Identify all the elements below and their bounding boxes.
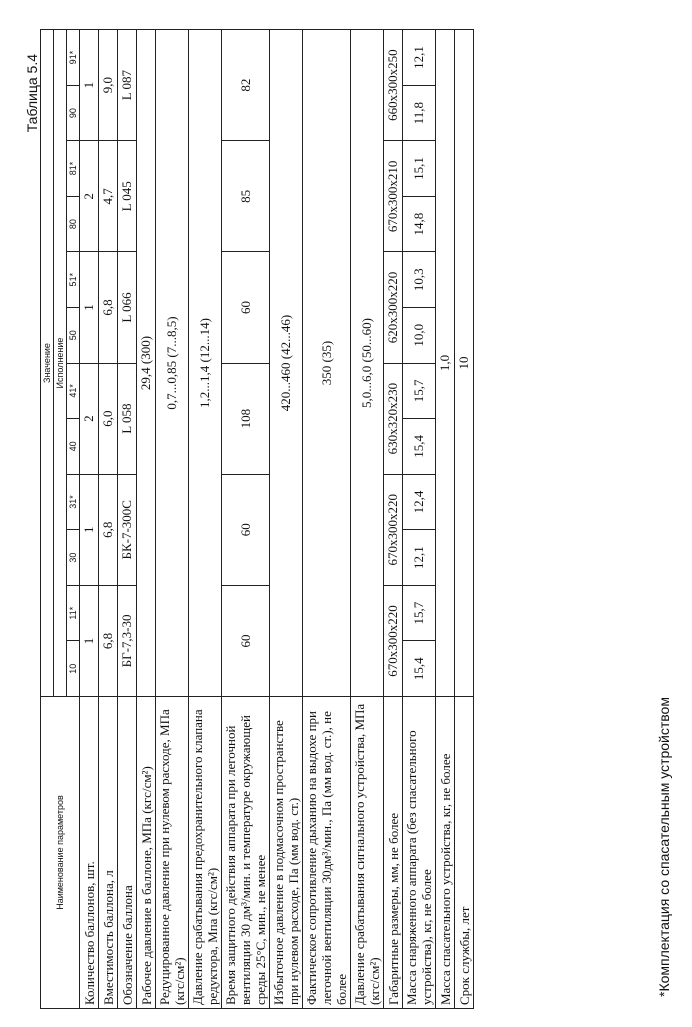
version-cell: 40: [67, 419, 80, 475]
value-cell: 1,2...1,4 (12...14): [189, 30, 222, 697]
row-excess-pressure: [270, 30, 303, 1009]
row-safety-valve: [189, 30, 222, 1009]
row-label: Фактическое сопротивление дыханию на выдохе при легочной вентиляции 30дм³/мин., Па (мм вод. ст.), не более: [303, 697, 351, 1009]
row-label: Масса спасательного устройства, кг, не более: [436, 697, 455, 1009]
row-capacity: [99, 30, 118, 1009]
value-cell: 10: [455, 30, 474, 697]
value-cell: 9,0: [99, 30, 118, 141]
version-cell: 31*: [67, 474, 80, 530]
row-label: Вместимость баллона, л: [99, 697, 118, 1009]
value-cell: 6,8: [99, 585, 118, 696]
version-cell: 50: [67, 307, 80, 363]
footnote: *Комплектация со спасательным устройством: [656, 697, 672, 997]
row-label: Редуцированное давление при нулевом расходе, МПа (кгс/см²): [156, 697, 189, 1009]
value-cell: 420...460 (42...46): [270, 30, 303, 697]
version-cell: 80: [67, 196, 80, 252]
header-param: Наименование параметров: [41, 697, 80, 1009]
row-signal-pressure: [351, 30, 384, 1009]
row-rescue-mass: [436, 30, 455, 1009]
value-cell: 11,8: [403, 86, 436, 141]
value-cell: 60: [222, 585, 270, 696]
value-cell: 12,1: [403, 30, 436, 86]
value-cell: 14,8: [403, 196, 436, 252]
value-cell: 4,7: [99, 141, 118, 252]
value-cell: 82: [222, 30, 270, 141]
value-cell: 60: [222, 474, 270, 585]
value-cell: L 058: [118, 363, 137, 474]
version-cell: 81*: [67, 141, 80, 197]
row-label: Давление срабатывания предохранительного клапана редуктора, Мпа (кгс/см²): [189, 697, 222, 1009]
value-cell: 1: [80, 252, 99, 363]
parameters-table: [40, 29, 474, 1009]
value-cell: 670х300х210: [384, 141, 403, 252]
value-cell: 60: [222, 252, 270, 363]
row-label: Избыточное давление в подмасочном пространстве при нулевом расходе, Па (мм вод. ст.): [270, 697, 303, 1009]
value-cell: 2: [80, 141, 99, 252]
row-label: Давление срабатывания сигнального устройства, МПа (кгс/см²): [351, 697, 384, 1009]
value-cell: 6,8: [99, 252, 118, 363]
version-cell: 30: [67, 530, 80, 586]
value-cell: 0,7...0,85 (7...8,5): [156, 30, 189, 697]
row-service-life: [455, 30, 474, 1009]
value-cell: 29,4 (300): [137, 30, 156, 697]
value-cell: 660х300х250: [384, 30, 403, 141]
value-cell: 15,4: [403, 641, 436, 697]
row-reduced-pressure: [156, 30, 189, 1009]
value-cell: 12,1: [403, 530, 436, 586]
value-cell: 350 (35): [303, 30, 351, 697]
value-cell: 6,8: [99, 474, 118, 585]
value-cell: 6,0: [99, 363, 118, 474]
value-cell: 15,7: [403, 585, 436, 641]
value-cell: 108: [222, 363, 270, 474]
value-cell: 12,4: [403, 474, 436, 530]
row-dimensions: [384, 30, 403, 1009]
version-cell: 41*: [67, 363, 80, 419]
header-version: Исполнение: [54, 30, 67, 697]
row-working-pressure: [137, 30, 156, 1009]
row-label: Срок службы, лет: [455, 697, 474, 1009]
value-cell: БГ-7,3-30: [118, 585, 137, 696]
value-cell: 10,0: [403, 307, 436, 363]
row-label: Время защитного действия аппарата при легочной вентиляции 30 дм³/мин. и температуре окружающей среды 25°С, мин., не менее: [222, 697, 270, 1009]
value-cell: 2: [80, 363, 99, 474]
row-label: Обозначение баллона: [118, 697, 137, 1009]
value-cell: 1: [80, 30, 99, 141]
version-cell: 11*: [67, 585, 80, 641]
value-cell: L 066: [118, 252, 137, 363]
row-label: Масса снаряженного аппарата (без спасательного устройства), кг, не более: [403, 697, 436, 1009]
value-cell: 670х300х220: [384, 474, 403, 585]
version-cell: 91*: [67, 30, 80, 86]
value-cell: 85: [222, 141, 270, 252]
value-cell: 15,1: [403, 141, 436, 197]
table-caption: Таблица 5.4: [24, 54, 40, 133]
value-cell: БК-7-300С: [118, 474, 137, 585]
header-value: Значение: [41, 30, 54, 697]
value-cell: 1,0: [436, 30, 455, 697]
value-cell: L 045: [118, 141, 137, 252]
value-cell: 10,3: [403, 252, 436, 308]
value-cell: 15,7: [403, 363, 436, 419]
row-label: Габаритные размеры, мм, не более: [384, 697, 403, 1009]
row-mass: [403, 30, 436, 1009]
value-cell: 5,0...6,0 (50...60): [351, 30, 384, 697]
value-cell: 630х320х230: [384, 363, 403, 474]
value-cell: L 087: [118, 30, 137, 141]
row-label: Количество баллонов, шт.: [80, 697, 99, 1009]
row-count: [80, 30, 99, 1009]
version-cell: 51*: [67, 252, 80, 308]
value-cell: 620х300х220: [384, 252, 403, 363]
row-resistance: [303, 30, 351, 1009]
row-protection-time: [222, 30, 270, 1009]
row-designation: [118, 30, 137, 1009]
value-cell: 15,4: [403, 419, 436, 475]
version-cell: 10: [67, 641, 80, 697]
row-label: Рабочее давление в баллоне, МПа (кгс/см²): [137, 697, 156, 1009]
value-cell: 670х300х220: [384, 585, 403, 696]
value-cell: 1: [80, 474, 99, 585]
version-cell: 90: [67, 86, 80, 141]
header-row-1: [41, 30, 54, 1009]
value-cell: 1: [80, 585, 99, 696]
